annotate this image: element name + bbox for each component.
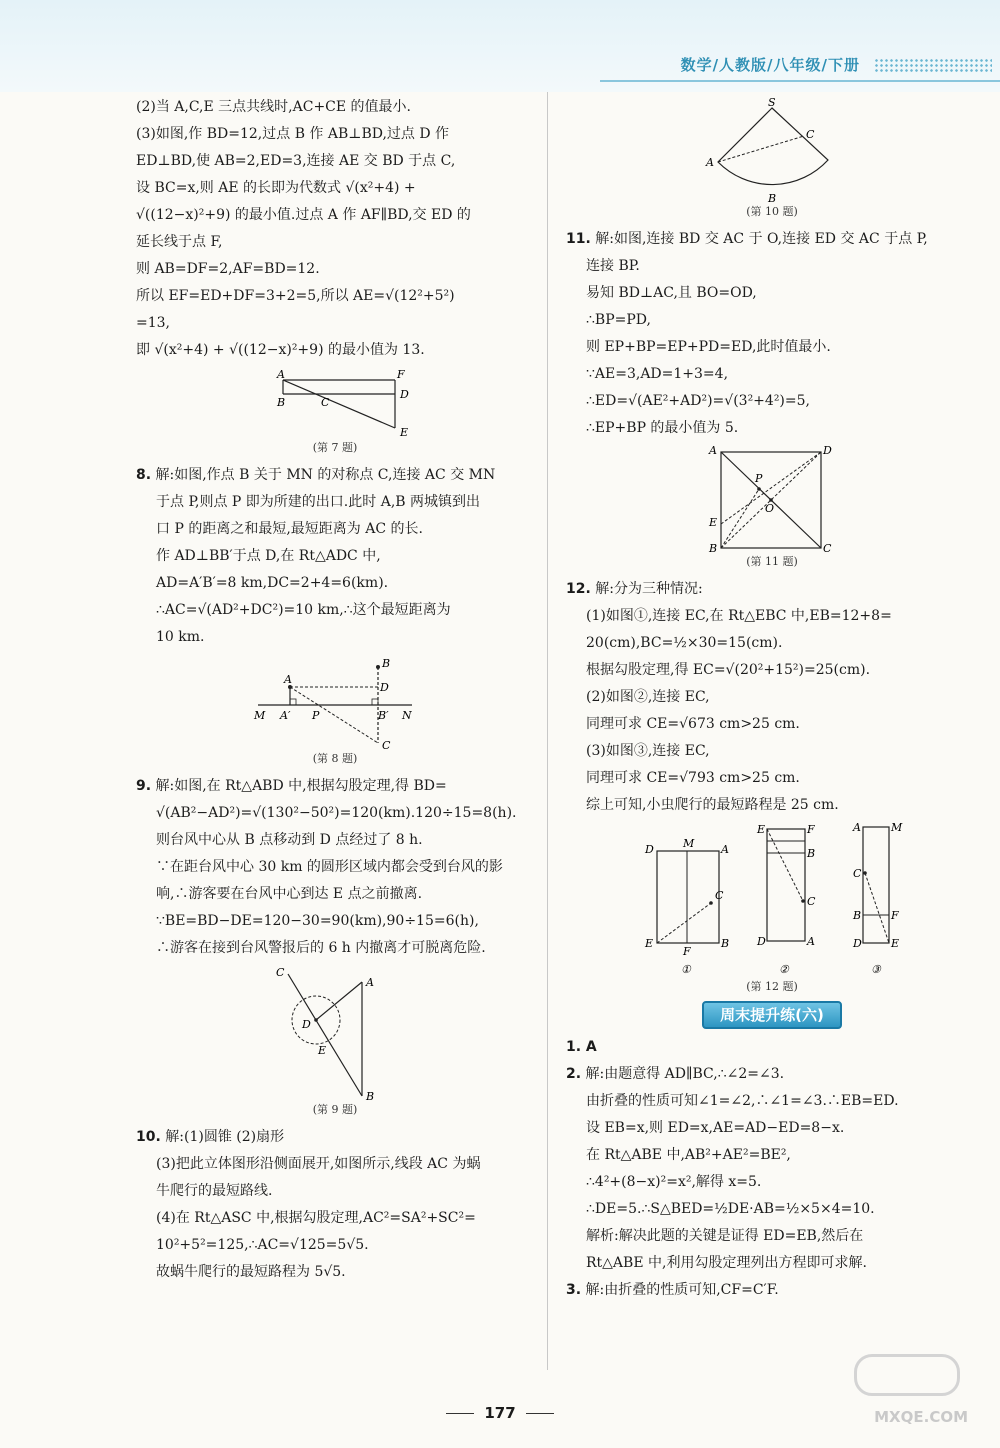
fig8-label-a-prime: A′ [280,709,291,722]
fig12-mark-1: ① [681,963,691,976]
weekend-answers [566,1034,978,1304]
analysis-line: 解析:解决此题的关键是证得 ED=EB,然后在 [586,1228,864,1244]
question-number: 2. [566,1066,582,1082]
text-line: (1)如图①,连接 EC,在 Rt△EBC 中,EB=12+8= [586,608,892,624]
fig12-caption: (第 12 题) [746,980,798,993]
question-number: 11. [566,231,591,247]
header-dot-pattern [874,58,992,72]
fig10-label-s: S [768,98,776,109]
text-line: =13, [136,315,170,331]
fig12a-label-b: B [721,937,730,950]
fig7-label-e: E [400,426,409,439]
text-line: (2)当 A,C,E 三点共线时,AC+CE 的值最小. [136,99,412,115]
text-line: 作 AD⊥BB′于点 D,在 Rt△ADC 中, [156,548,381,564]
fig7-caption: (第 7 题) [312,441,358,454]
text-line: 于点 P,则点 P 即为所建的出口.此时 A,B 两城镇到出 [156,494,481,510]
question-number: 9. [136,778,152,794]
q7-continued [136,94,534,364]
text-line: 解:由折叠的性质可知,CF=C′F. [585,1282,779,1298]
text-line: 在 Rt△ABE 中,AB²+AE²=BE², [586,1147,791,1163]
fig9-label-a: A [366,976,374,989]
text-line: 即 √(x²+4) + √((12−x)²+9) 的最小值为 13. [136,342,425,358]
section-header [566,1001,978,1030]
text-line: 解:由题意得 AD∥BC,∴∠2=∠3. [585,1066,785,1082]
running-header: 数学/人教版/八年级/下册 [680,56,860,74]
text-line: 牛爬行的最短路线. [156,1183,273,1199]
text-line: (4)在 Rt△ASC 中,根据勾股定理,AC²=SA²+SC²= [156,1210,476,1226]
fig12b-label-c: C [807,895,816,908]
figure-q9 [136,966,534,1118]
fig12b-label-b: B [807,847,816,860]
fig10-caption: (第 10 题) [746,205,798,218]
fig11-label-d: D [823,446,832,457]
header-band [0,0,1000,92]
fig8-label-b-prime: B′ [378,709,389,722]
watermark-text: MXQE.COM [874,1408,968,1426]
right-column [566,94,978,1304]
fig9-label-d: D [302,1018,311,1031]
question-number: 8. [136,467,152,483]
text-line: 延长线于点 F, [136,234,223,250]
text-line: 则 AB=DF=2,AF=BD=12. [136,261,320,277]
text-line: 综上可知,小虫爬行的最短路程是 25 cm. [586,797,839,813]
text-line: 则 EP+BP=EP+PD=ED,此时值最小. [586,339,831,355]
text-line: 故蜗牛爬行的最短路程为 5√5. [156,1264,346,1280]
text-line: ∴BP=PD, [586,312,651,328]
header-rule [600,80,1000,82]
figure-q12 [566,823,978,995]
page-number-text: 177 [484,1404,516,1422]
text-line: (3)如图,作 BD=12,过点 B 作 AB⊥BD,过点 D 作 [136,126,450,142]
question-number: 12. [566,581,591,597]
text-line: 则台风中心从 B 点移动到 D 点经过了 8 h. [156,832,423,848]
text-line: 解:(1)圆锥 (2)扇形 [165,1129,285,1145]
figure-q11 [566,446,978,570]
text-line: ED⊥BD,使 AB=2,ED=3,连接 AE 交 BD 于点 C, [136,153,456,169]
fig12b-label-e: E [757,823,766,836]
page-number [0,1404,1000,1422]
text-line: ∴DE=5.∴S△BED=½DE·AB=½×5×4=10. [586,1201,875,1217]
text-line: 10²+5²=125,∴AC=√125=5√5. [156,1237,369,1253]
text-line: 10 km. [156,629,205,645]
section-badge: 周末提升练(六) [702,1001,842,1029]
text-line: √((12−x)²+9) 的最小值.过点 A 作 AF∥BD,交 ED 的 [136,207,471,223]
fig9-caption: (第 9 题) [312,1103,358,1116]
figure-q10 [566,98,978,220]
text-line: ∴4²+(8−x)²=x²,解得 x=5. [586,1174,762,1190]
watermark-badge-icon [854,1354,960,1396]
text-line: ∴AC=√(AD²+DC²)=10 km,∴这个最短距离为 [156,602,451,618]
fig7-label-c: C [321,396,330,409]
fig8-label-a: A [284,673,292,686]
fig11-label-o: O [765,502,775,515]
fig12c-label-m: M [891,823,903,834]
text-line: 连接 BP. [586,258,640,274]
text-line: ∵在距台风中心 30 km 的圆形区域内都会受到台风的影 [156,859,503,875]
fig10-label-a: A [706,156,714,169]
analysis-line: Rt△ABE 中,利用勾股定理列出方程即可求解. [586,1255,867,1271]
fig11-label-c: C [823,542,832,554]
figure-q7 [136,368,534,456]
fig9-label-e: E [318,1044,327,1057]
fig12a-label-m: M [683,837,695,850]
fig8-label-c: C [382,739,391,751]
fig7-label-f: F [397,368,405,381]
fig11-label-a: A [709,446,717,457]
text-line: 设 EB=x,则 ED=x,AE=AD−ED=8−x. [586,1120,845,1136]
fig12a-label-f: F [683,945,691,958]
fig12-mark-2: ② [779,963,789,976]
text-line: 由折叠的性质可知∠1=∠2,∴∠1=∠3.∴EB=ED. [586,1093,899,1109]
fig12c-label-c: C [853,867,862,880]
fig8-label-d: D [380,681,389,694]
fig12c-label-e: E [891,937,900,950]
text-line: 根据勾股定理,得 EC=√(20²+15²)=25(cm). [586,662,871,678]
fig11-label-p: P [755,472,763,485]
fig12b-label-a: A [807,935,815,948]
fig8-caption: (第 8 题) [312,752,358,765]
q12 [566,576,978,819]
text-line: (3)如图③,连接 EC, [586,743,710,759]
fig7-label-a: A [277,368,285,381]
fig12a-label-e: E [645,937,654,950]
fig8-label-n: N [402,709,412,722]
fig10-label-c: C [806,128,815,141]
fig12c-label-a: A [853,823,861,834]
fig8-label-p: P [312,709,320,722]
text-line: 口 P 的距离之和最短,最短距离为 AC 的长. [156,521,423,537]
fig12b-label-f: F [807,823,815,836]
fig11-caption: (第 11 题) [746,555,798,568]
text-line: ∴ED=√(AE²+AD²)=√(3²+4²)=5, [586,393,810,409]
text-line: √(AB²−AD²)=√(130²−50²)=120(km).120÷15=8(h). [156,805,517,821]
fig8-label-b: B [382,657,391,670]
fig7-label-d: D [400,388,409,401]
fig12-mark-3: ③ [871,963,881,976]
fig12b-label-d: D [757,935,766,948]
text-line: 解:分为三种情况: [595,581,703,597]
q8 [136,462,534,651]
text-line: 同理可求 CE=√673 cm>25 cm. [586,716,800,732]
fig11-label-e: E [709,516,718,529]
text-line: AD=A′B′=8 km,DC=2+4=6(km). [156,575,389,591]
text-line: ∵AE=3,AD=1+3=4, [586,366,729,382]
fig12a-label-d: D [645,843,654,856]
text-line: 设 BC=x,则 AE 的长即为代数式 √(x²+4) + [136,180,416,196]
text-line: 同理可求 CE=√793 cm>25 cm. [586,770,800,786]
fig8-label-m: M [254,709,266,722]
fig10-label-b: B [768,192,777,204]
text-line: 解:如图,连接 BD 交 AC 于 O,连接 ED 交 AC 于点 P, [595,231,928,247]
text-line: ∴EP+BP 的最小值为 5. [586,420,739,436]
question-number: 3. [566,1282,582,1298]
text-line: 解:如图,作点 B 关于 MN 的对称点 C,连接 AC 交 MN [155,467,496,483]
fig12c-label-f: F [891,909,899,922]
fig12a-label-c: C [715,889,724,902]
q9 [136,773,534,962]
fig7-label-b: B [277,396,286,409]
text-line: 易知 BD⊥AC,且 BO=OD, [586,285,757,301]
fig9-label-b: B [366,1090,375,1102]
watermark-logo [862,1360,982,1438]
text-line: ∴游客在接到台风警报后的 6 h 内撤离才可脱离危险. [156,940,486,956]
fig12a-label-a: A [721,843,729,856]
figure-q8 [136,655,534,767]
text-line: (3)把此立体图形沿侧面展开,如图所示,线段 AC 为蜗 [156,1156,481,1172]
fig9-label-c: C [276,966,285,979]
answer-1: 1. A [566,1039,597,1055]
text-line: 解:如图,在 Rt△ABD 中,根据勾股定理,得 BD= [155,778,447,794]
fig12c-label-b: B [853,909,862,922]
fig11-label-b: B [709,542,718,554]
text-line: (2)如图②,连接 EC, [586,689,710,705]
text-line: ∵BE=BD−DE=120−30=90(km),90÷15=6(h), [156,913,479,929]
left-column [136,94,534,1286]
text-line: 所以 EF=ED+DF=3+2=5,所以 AE=√(12²+5²) [136,288,455,304]
text-line: 响,∴游客要在台风中心到达 E 点之前撤离. [156,886,423,902]
column-divider [547,92,548,1370]
q11 [566,226,978,442]
text-line: 20(cm),BC=½×30=15(cm). [586,635,783,651]
fig12c-label-d: D [853,937,862,950]
question-number: 10. [136,1129,161,1145]
q10 [136,1124,534,1286]
